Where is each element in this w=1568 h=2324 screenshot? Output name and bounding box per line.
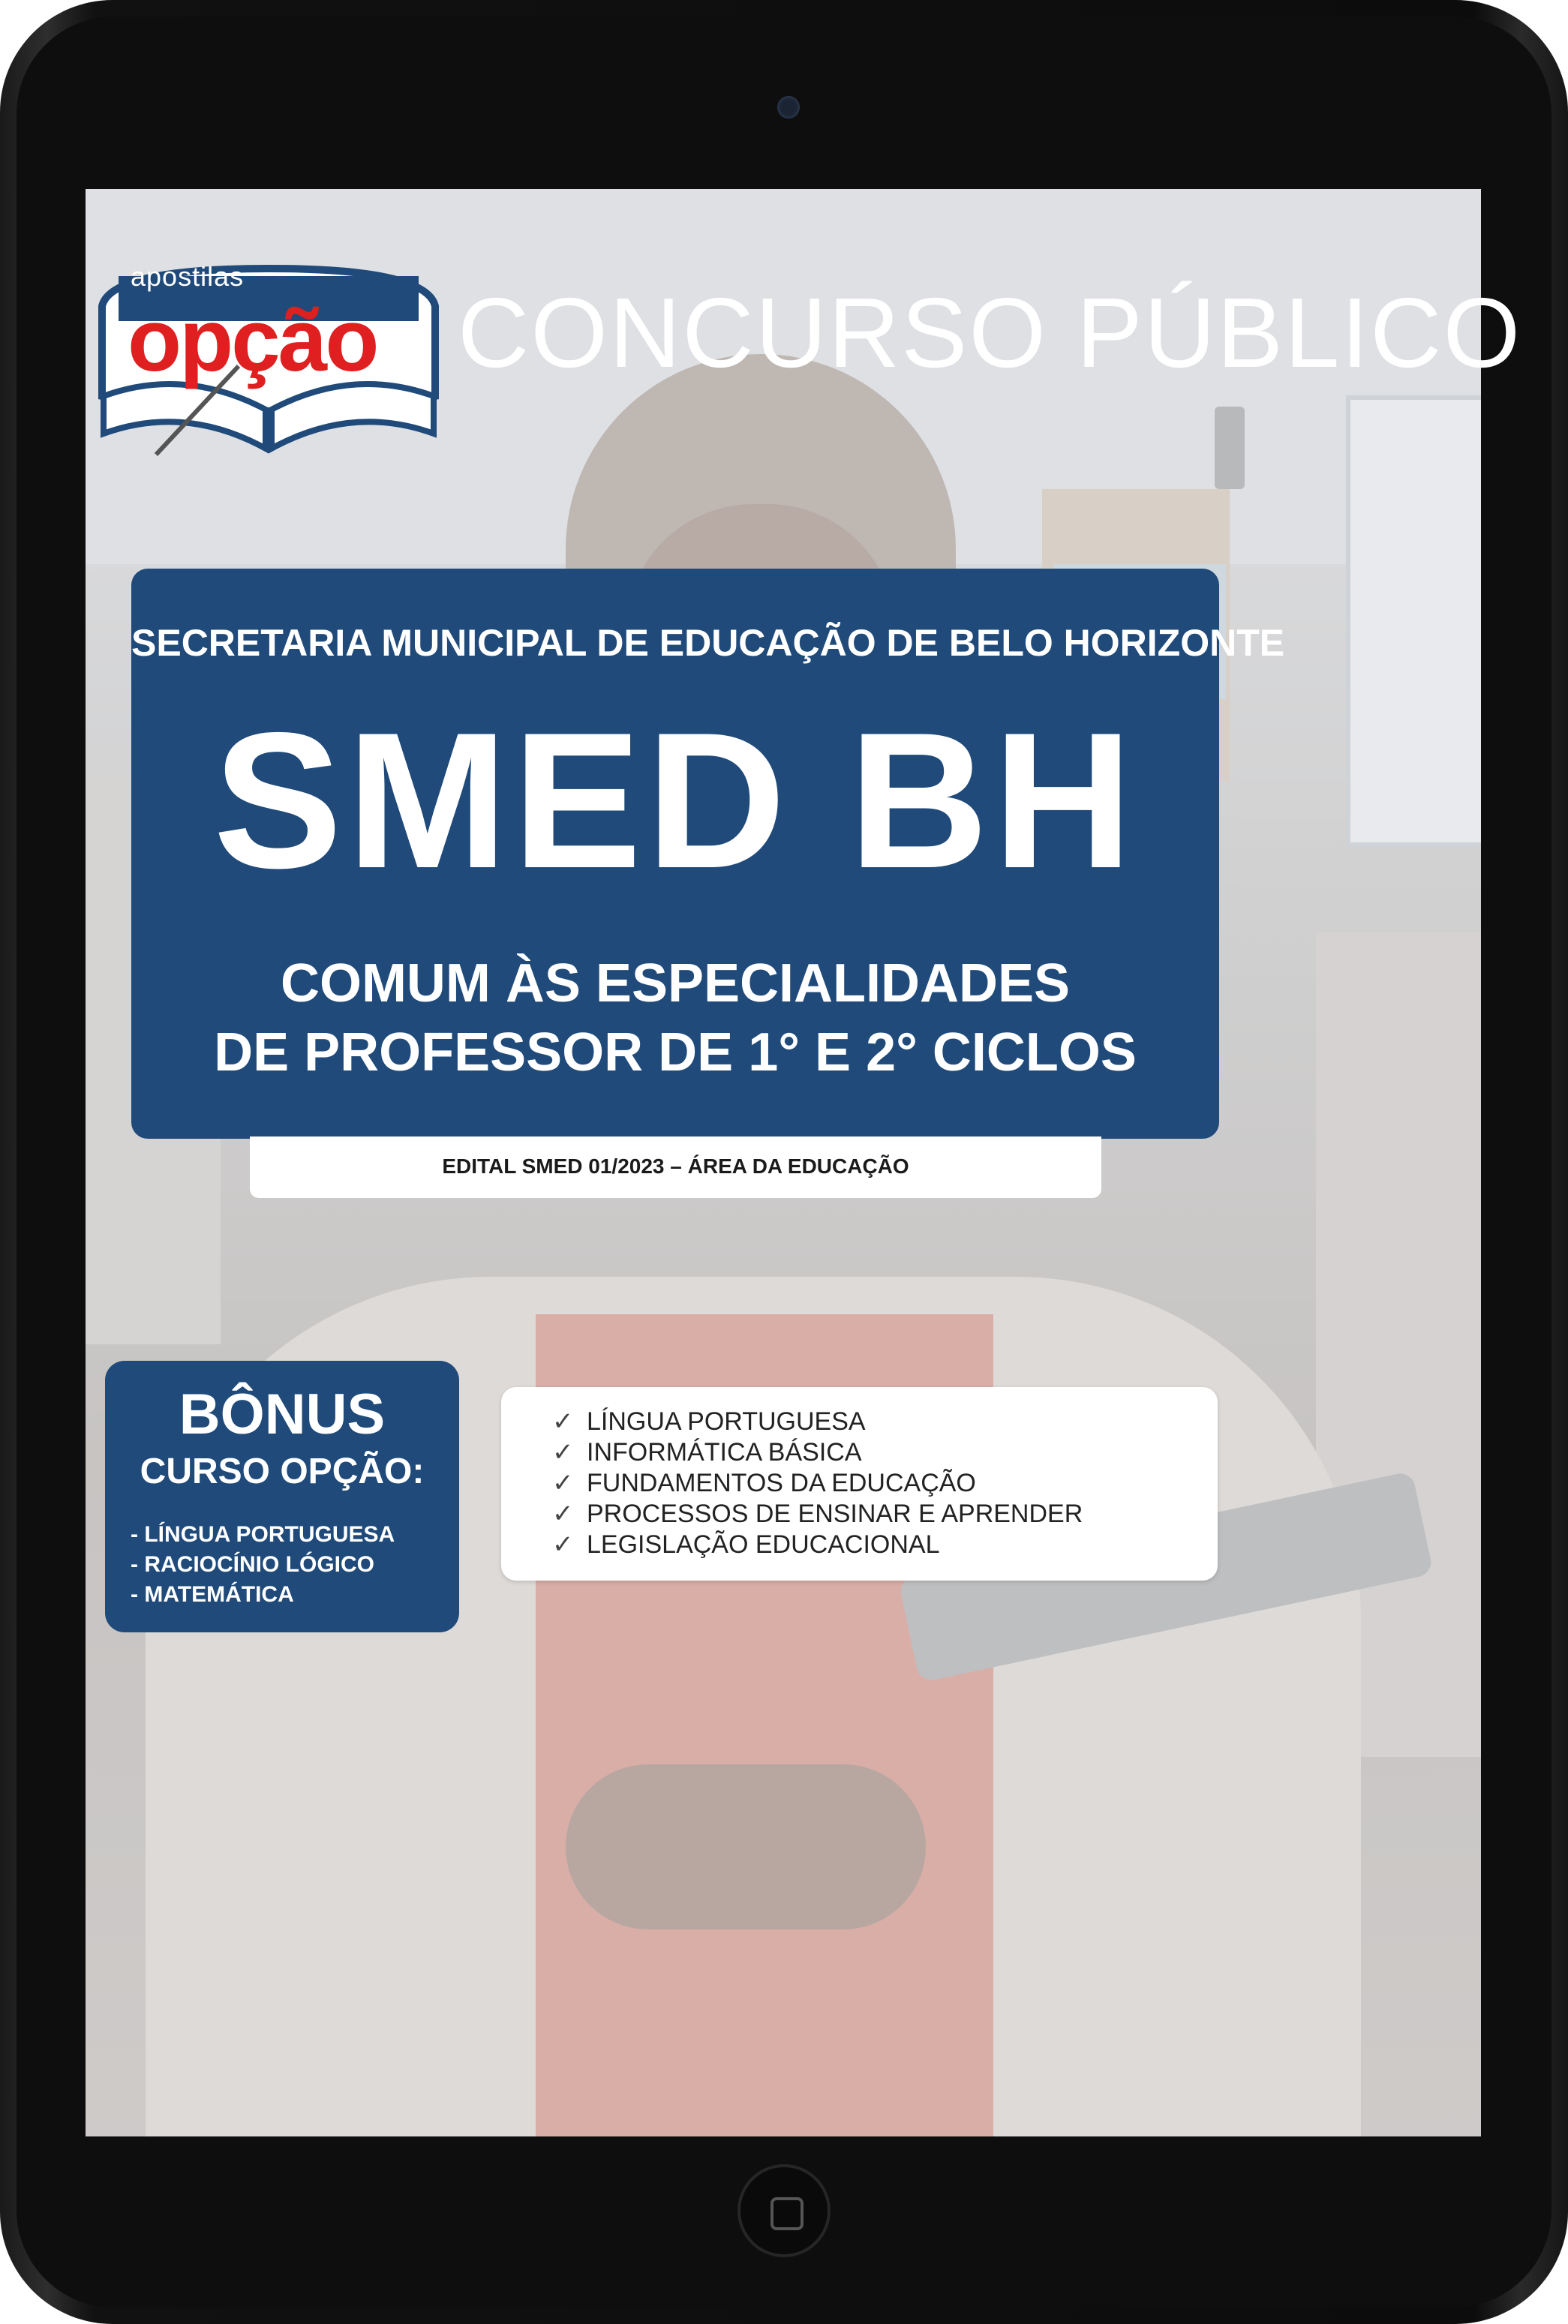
topic-item bbox=[552, 1468, 1083, 1499]
bonus-list bbox=[131, 1520, 395, 1610]
cover-title: SMED BH bbox=[213, 692, 1137, 908]
topic-item bbox=[552, 1530, 1083, 1560]
headline: CONCURSO PÚBLICO bbox=[458, 278, 1522, 388]
topic-item bbox=[552, 1437, 1083, 1468]
topics-panel bbox=[501, 1387, 1218, 1581]
edital-bar bbox=[250, 1136, 1101, 1198]
topic-label: LÍNGUA PORTUGUESA bbox=[587, 1407, 866, 1436]
topic-item bbox=[552, 1499, 1083, 1530]
bonus-title: BÔNUS bbox=[179, 1383, 386, 1446]
bonus-item: - RACIOCÍNIO LÓGICO bbox=[131, 1552, 374, 1577]
checkmark-icon: ✓ bbox=[552, 1469, 574, 1497]
bonus-subtitle: CURSO OPÇÃO: bbox=[140, 1452, 425, 1491]
home-button[interactable] bbox=[737, 2164, 831, 2257]
topic-label: PROCESSOS DE ENSINAR E APRENDER bbox=[587, 1500, 1083, 1528]
topic-label: INFORMÁTICA BÁSICA bbox=[587, 1438, 862, 1467]
bonus-panel bbox=[105, 1361, 459, 1632]
front-camera-icon bbox=[777, 96, 800, 119]
edital-label: EDITAL SMED 01/2023 – ÁREA DA EDUCAÇÃO bbox=[442, 1154, 909, 1178]
title-panel bbox=[131, 569, 1285, 1139]
topics-list bbox=[552, 1407, 1083, 1560]
logo-wordmark: opção bbox=[128, 291, 377, 390]
bonus-item: - LÍNGUA PORTUGUESA bbox=[131, 1522, 395, 1547]
agency-name: SECRETARIA MUNICIPAL DE EDUCAÇÃO DE BELO HORIZONTE bbox=[131, 622, 1285, 664]
logo-tagline: apostilas bbox=[131, 261, 245, 292]
topic-label: LEGISLAÇÃO EDUCACIONAL bbox=[587, 1530, 940, 1559]
checkmark-icon: ✓ bbox=[552, 1407, 574, 1436]
checkmark-icon: ✓ bbox=[552, 1500, 574, 1528]
subtitle-line-1: COMUM ÀS ESPECIALIDADES bbox=[280, 953, 1071, 1013]
bonus-item: - MATEMÁTICA bbox=[131, 1582, 294, 1607]
checkmark-icon: ✓ bbox=[552, 1438, 574, 1467]
topic-label: FUNDAMENTOS DA EDUCAÇÃO bbox=[587, 1469, 976, 1497]
subtitle-line-2: DE PROFESSOR DE 1° E 2° CICLOS bbox=[214, 1022, 1137, 1082]
home-square-icon bbox=[770, 2197, 804, 2230]
checkmark-icon: ✓ bbox=[552, 1530, 574, 1559]
topic-item bbox=[552, 1407, 1083, 1437]
apostilas-opcao-logo bbox=[89, 254, 449, 471]
